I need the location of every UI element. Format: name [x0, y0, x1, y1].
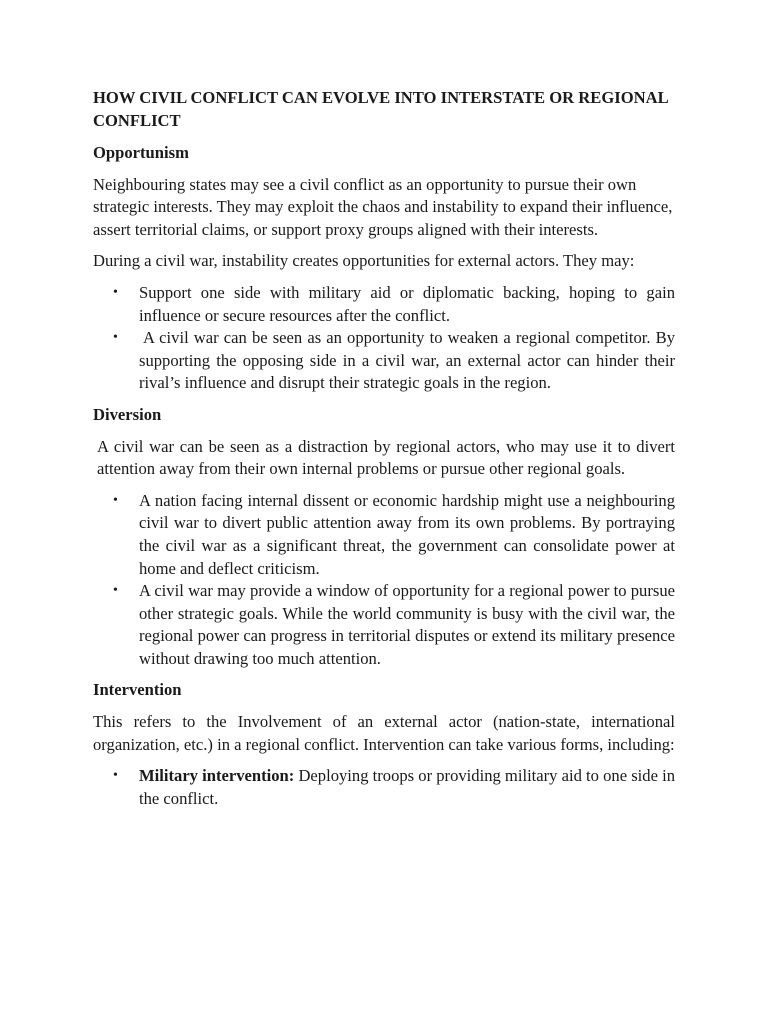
list-item: [93, 327, 675, 395]
list-item: [93, 580, 675, 670]
bullet-icon: •: [113, 284, 118, 300]
section-heading-intervention: Intervention: [93, 680, 182, 700]
paragraph-diversion-1: A civil war can be seen as a distraction by regional actors, who may use it to divert attention away from their own internal problems or pursue other regional goals.: [97, 436, 675, 479]
paragraph-intervention-1: This refers to the Involvement of an external actor (nation-state, international organization, etc.) in a regional conflict. Intervention can take various forms, including:: [93, 712, 675, 754]
bullet-icon: •: [113, 330, 118, 346]
bullet-icon: •: [113, 492, 118, 508]
list-item-text: Deploying troops or providing military aid to one side in the conflict.: [139, 766, 675, 808]
list-item: [93, 282, 675, 327]
bullet-list-opportunism: [93, 282, 675, 395]
bullet-icon: •: [113, 768, 118, 784]
section-heading-opportunism: Opportunism: [93, 143, 189, 162]
list-item: [93, 490, 675, 580]
paragraph-opportunism-1: Neighbouring states may see a civil conflict as an opportunity to pursue their own strategic interests. They may exploit the chaos and instability to expand their influence, assert territorial claims, or support proxy groups aligned with their interests.: [93, 174, 673, 239]
list-item-text: A civil war may provide a window of opportunity for a regional power to pursue other strategic goals. While the world community is busy with the civil war, the regional power can progress in territorial disputes or extend its military presence without drawing too much attention.: [139, 581, 675, 668]
list-item: [93, 765, 675, 810]
bullet-list-diversion: [93, 490, 675, 671]
paragraph-opportunism-2: During a civil war, instability creates opportunities for external actors. They may:: [93, 251, 635, 271]
list-item-text: Support one side with military aid or diplomatic backing, hoping to gain influence or secure resources after the conflict.: [139, 282, 675, 325]
bullet-icon: •: [113, 583, 118, 599]
document-title: HOW CIVIL CONFLICT CAN EVOLVE INTO INTERSTATE OR REGIONAL CONFLICT: [93, 88, 668, 130]
list-item-text: A civil war can be seen as an opportunity to weaken a regional competitor. By supporting the opposing side in a civil war, an external actor can hinder their rival’s influence and disrupt their strategic goals in the region.: [139, 328, 675, 393]
list-item-term: Military intervention:: [139, 766, 299, 786]
bullet-list-intervention: [93, 765, 675, 810]
section-heading-diversion: Diversion: [93, 404, 162, 424]
list-item-text: A nation facing internal dissent or economic hardship might use a neighbouring civil war to divert public attention away from its own problems. By portraying the civil war as a significant threat, the government can consolidate power at home and deflect criticism.: [139, 490, 675, 578]
